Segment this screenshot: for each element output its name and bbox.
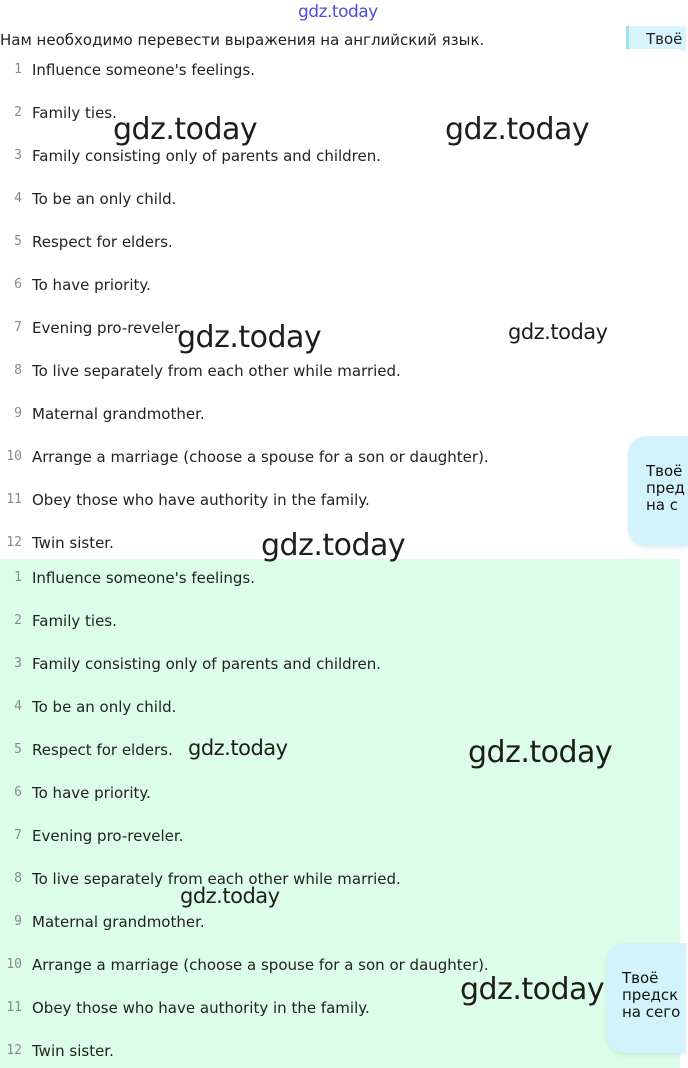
item-text: Obey those who have authority in the family. bbox=[32, 999, 370, 1017]
item-text: Maternal grandmother. bbox=[32, 405, 205, 423]
item-text: Twin sister. bbox=[32, 1042, 114, 1060]
item-text: Family consisting only of parents and children. bbox=[32, 655, 382, 673]
item-number: 6 bbox=[14, 785, 22, 800]
watermark: gdz.today bbox=[180, 884, 280, 908]
list-item bbox=[0, 826, 600, 848]
bubble-line: Твоё bbox=[646, 462, 683, 480]
item-text: Obey those who have authority in the family. bbox=[32, 491, 370, 509]
prediction-bubble[interactable] bbox=[606, 943, 686, 1053]
list-item bbox=[0, 146, 600, 168]
item-number: 4 bbox=[14, 699, 22, 714]
item-text: Family consisting only of parents and children. bbox=[32, 147, 382, 165]
item-number: 3 bbox=[14, 148, 22, 163]
item-number: 5 bbox=[14, 234, 22, 249]
item-text: To live separately from each other while married. bbox=[32, 870, 401, 888]
item-text: To be an only child. bbox=[32, 190, 177, 208]
list-item bbox=[0, 361, 600, 383]
item-number: 10 bbox=[6, 449, 22, 464]
list-item bbox=[0, 654, 600, 676]
list-item bbox=[0, 697, 600, 719]
item-text: Family ties. bbox=[32, 612, 117, 630]
item-number: 1 bbox=[14, 570, 22, 585]
watermark: gdz.today bbox=[468, 735, 613, 770]
watermark: gdz.today bbox=[445, 112, 590, 147]
item-number: 5 bbox=[14, 742, 22, 757]
item-number: 1 bbox=[14, 62, 22, 77]
watermark: gdz.today bbox=[261, 528, 406, 563]
list-item bbox=[0, 490, 600, 512]
watermark: gdz.today bbox=[113, 112, 258, 147]
item-number: 6 bbox=[14, 277, 22, 292]
item-number: 10 bbox=[6, 957, 22, 972]
item-number: 2 bbox=[14, 613, 22, 628]
item-number: 9 bbox=[14, 406, 22, 421]
list-item bbox=[0, 869, 600, 891]
task-instruction: Нам необходимо перевести выражения на английский язык. bbox=[0, 31, 485, 49]
item-text: Arrange a marriage (choose a spouse for a son or daughter). bbox=[32, 448, 489, 466]
list-item bbox=[0, 275, 600, 297]
item-number: 8 bbox=[14, 363, 22, 378]
bubble-line: Твоё bbox=[622, 969, 659, 987]
item-text: To live separately from each other while married. bbox=[32, 362, 401, 380]
item-text: Twin sister. bbox=[32, 534, 114, 552]
item-text: Evening pro-reveler. bbox=[32, 827, 184, 845]
prediction-bubble[interactable] bbox=[628, 436, 688, 546]
list-item bbox=[0, 189, 600, 211]
item-text: Influence someone's feelings. bbox=[32, 61, 256, 79]
item-number: 11 bbox=[6, 492, 22, 507]
site-logo[interactable]: gdz.today bbox=[298, 2, 378, 22]
item-text: Influence someone's feelings. bbox=[32, 569, 256, 587]
item-text: Respect for elders. bbox=[32, 233, 173, 251]
watermark: gdz.today bbox=[188, 736, 288, 760]
item-number: 11 bbox=[6, 1000, 22, 1015]
watermark: gdz.today bbox=[508, 320, 608, 344]
item-text: To have priority. bbox=[32, 276, 151, 294]
item-number: 8 bbox=[14, 871, 22, 886]
item-number: 12 bbox=[6, 1043, 22, 1058]
list-item bbox=[0, 1041, 600, 1063]
item-number: 9 bbox=[14, 914, 22, 929]
list-item bbox=[0, 568, 600, 590]
item-number: 7 bbox=[14, 320, 22, 335]
list-item bbox=[0, 611, 600, 633]
list-item bbox=[0, 447, 600, 469]
item-text: Arrange a marriage (choose a spouse for a son or daughter). bbox=[32, 956, 489, 974]
list-item bbox=[0, 60, 600, 82]
item-text: Evening pro-reveler. bbox=[32, 319, 184, 337]
watermark: gdz.today bbox=[177, 320, 322, 355]
watermark: gdz.today bbox=[460, 972, 605, 1007]
list-item bbox=[0, 404, 600, 426]
item-text: Maternal grandmother. bbox=[32, 913, 205, 931]
item-number: 3 bbox=[14, 656, 22, 671]
list-item bbox=[0, 232, 600, 254]
item-number: 4 bbox=[14, 191, 22, 206]
list-item bbox=[0, 783, 600, 805]
item-number: 7 bbox=[14, 828, 22, 843]
side-tab[interactable]: Твоё bbox=[626, 26, 686, 51]
item-number: 12 bbox=[6, 535, 22, 550]
item-text: Respect for elders. bbox=[32, 741, 173, 759]
bubble-line: на с bbox=[646, 496, 679, 514]
bubble-line: на сего bbox=[622, 1003, 681, 1021]
bubble-line: пред bbox=[646, 479, 685, 497]
list-item bbox=[0, 912, 600, 934]
item-text: Family ties. bbox=[32, 104, 117, 122]
item-text: To have priority. bbox=[32, 784, 151, 802]
item-number: 2 bbox=[14, 105, 22, 120]
item-text: To be an only child. bbox=[32, 698, 177, 716]
bubble-line: предск bbox=[622, 986, 679, 1004]
